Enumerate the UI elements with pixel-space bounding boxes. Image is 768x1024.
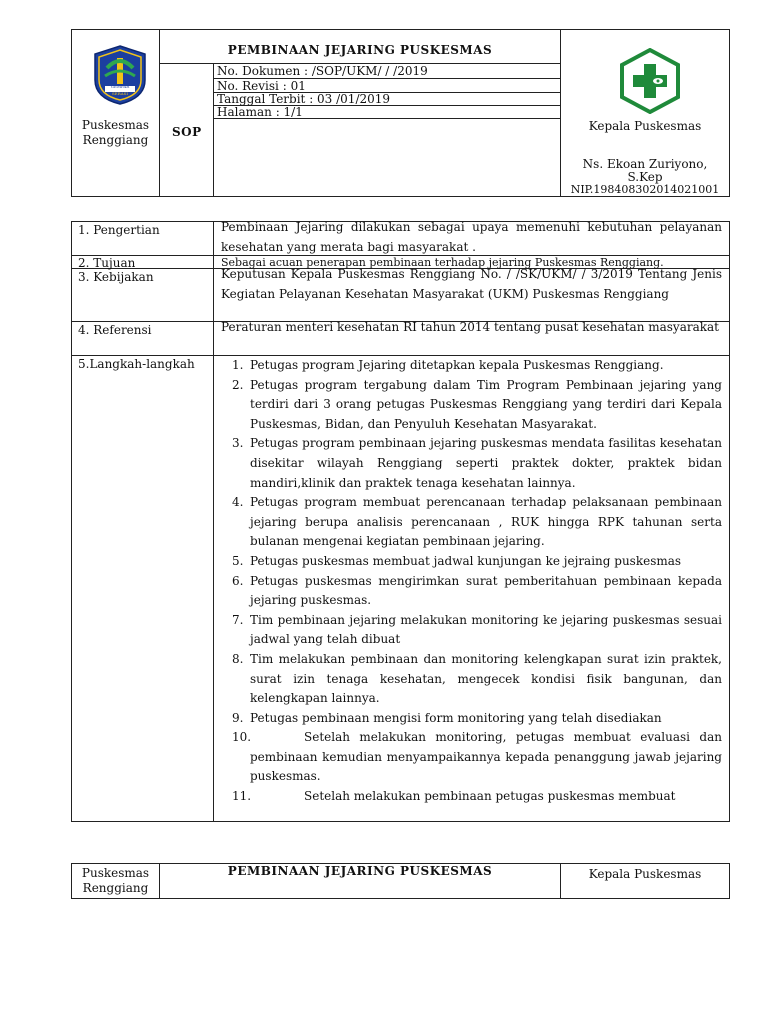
langkah-label: 5.Langkah-langkah	[78, 357, 195, 371]
step-number: 4.	[232, 495, 244, 510]
logo-left-subtext: SERASI	[112, 91, 128, 96]
footer-head-title: Kepala Puskesmas	[588, 867, 702, 881]
referensi-text: Peraturan menteri kesehatan RI tahun 2014 tentang pusat kesehatan masyarakat	[221, 320, 719, 334]
step-number: 3.	[232, 436, 244, 451]
tujuan-text: Sebagai acuan penerapan pembinaan terhadap jejaring Puskesmas Renggiang.	[221, 256, 664, 269]
list-item	[232, 611, 722, 650]
step-text: Setelah melakukan pembinaan petugas puskesmas membuat	[304, 789, 676, 804]
step-text: Petugas program Jejaring ditetapkan kepala Puskesmas Renggiang.	[250, 358, 664, 372]
list-item	[232, 552, 722, 572]
puskesmas-cross-icon	[617, 48, 683, 114]
list-item	[232, 650, 722, 709]
head-name: Ns. Ekoan Zuriyono,	[582, 157, 708, 171]
logo-left-text: GEMPAR	[110, 84, 130, 89]
list-item	[232, 434, 722, 493]
list-item	[232, 356, 722, 376]
step-number: 5.	[232, 553, 244, 568]
tujuan-label: 2. Tujuan	[78, 256, 136, 270]
step-number: 1.	[232, 358, 244, 372]
step-text: Tim melakukan pembinaan dan monitoring kelengkapan surat izin praktek, surat izin tenaga kesehatan, mengecek kondisi fisik bangunan, dan kelengkapan lainnya.	[250, 651, 722, 706]
list-item	[232, 572, 722, 611]
list-item	[232, 728, 722, 787]
kebijakan-label: 3. Kebijakan	[78, 270, 154, 284]
list-item	[232, 376, 722, 435]
step-text: Petugas program membuat perencanaan terhadap pelaksanaan pembinaan jejaring berupa analisis perencanaan , RUK hingga RPK tahunan serta bulanan mengenai kegiatan pembinaan jejaring.	[250, 495, 722, 549]
document-title: PEMBINAAN JEJARING PUSKESMAS	[227, 43, 493, 57]
list-item	[232, 493, 722, 552]
step-text: Petugas puskesmas membuat jadwal kunjungan ke jejraing puskesmas	[250, 553, 682, 568]
district-logo	[91, 44, 149, 106]
step-text: Petugas program tergabung dalam Tim Program Pembinaan jejaring yang terdiri dari 3 orang petugas Puskesmas Renggiang yang terdiri dari Kepala Puskesmas, Bidan, dan Penyuluh Kesehatan Masyarakat.	[250, 377, 722, 431]
head-nip: NIP.198408302014021001	[570, 183, 720, 196]
step-number: 11.	[232, 789, 252, 804]
list-item	[232, 709, 722, 729]
step-number: 2.	[232, 377, 244, 392]
step-number: 10.	[232, 730, 252, 745]
doc-number: No. Dokumen : /SOP/UKM/ / /2019	[217, 64, 428, 78]
page-number: Halaman : 1/1	[217, 105, 303, 119]
head-degree: S.Kep	[627, 170, 663, 184]
kebijakan-text: Keputusan Kepala Puskesmas Renggiang No. / /SK/UKM/ / 3/2019 Tentang Jenis Kegiatan Pelayanan Kesehatan Masyarakat (UKM) Puskesmas Renggiang	[221, 267, 722, 301]
step-number: 9.	[232, 710, 244, 725]
issue-date: Tanggal Terbit : 03 /01/2019	[217, 92, 391, 106]
list-item	[232, 787, 722, 807]
step-text: Setelah melakukan monitoring, petugas membuat evaluasi dan pembinaan kemudian menyampaikannya kepada penanggung jawab jejaring puskesmas.	[250, 730, 722, 784]
steps-list	[232, 356, 722, 807]
pengertian-label: 1. Pengertian	[78, 223, 160, 237]
head-title: Kepala Puskesmas	[588, 119, 702, 133]
step-text: Petugas pembinaan mengisi form monitoring yang telah disediakan	[250, 710, 662, 725]
referensi-label: 4. Referensi	[78, 323, 152, 337]
step-number: 8.	[232, 651, 244, 666]
org-name: Puskesmas Renggiang	[81, 118, 150, 147]
step-text: Petugas program pembinaan jejaring puskesmas mendata fasilitas kesehatan disekitar wilayah Renggiang seperti praktek dokter, praktek bidan mandiri,klinik dan praktek tenaga kesehatan lainnya.	[250, 436, 722, 490]
revision-number: No. Revisi : 01	[217, 79, 306, 93]
puskesmas-logo	[617, 48, 683, 114]
step-number: 6.	[232, 573, 244, 588]
footer-org-name: Puskesmas Renggiang	[81, 866, 150, 895]
step-text: Tim pembinaan jejaring melakukan monitoring ke jejaring puskesmas sesuai jadwal yang telah dibuat	[250, 612, 722, 647]
footer-title: PEMBINAAN JEJARING PUSKESMAS	[227, 864, 493, 878]
district-emblem-icon	[91, 44, 149, 106]
step-text: Petugas puskesmas mengirimkan surat pemberitahuan pembinaan kepada jejaring puskesmas.	[250, 573, 722, 608]
pengertian-text: Pembinaan Jejaring dilakukan sebagai upaya memenuhi kebutuhan pelayanan kesehatan yang merata bagi masyarakat .	[221, 220, 722, 254]
step-number: 7.	[232, 612, 244, 627]
sop-label: SOP	[172, 125, 202, 139]
